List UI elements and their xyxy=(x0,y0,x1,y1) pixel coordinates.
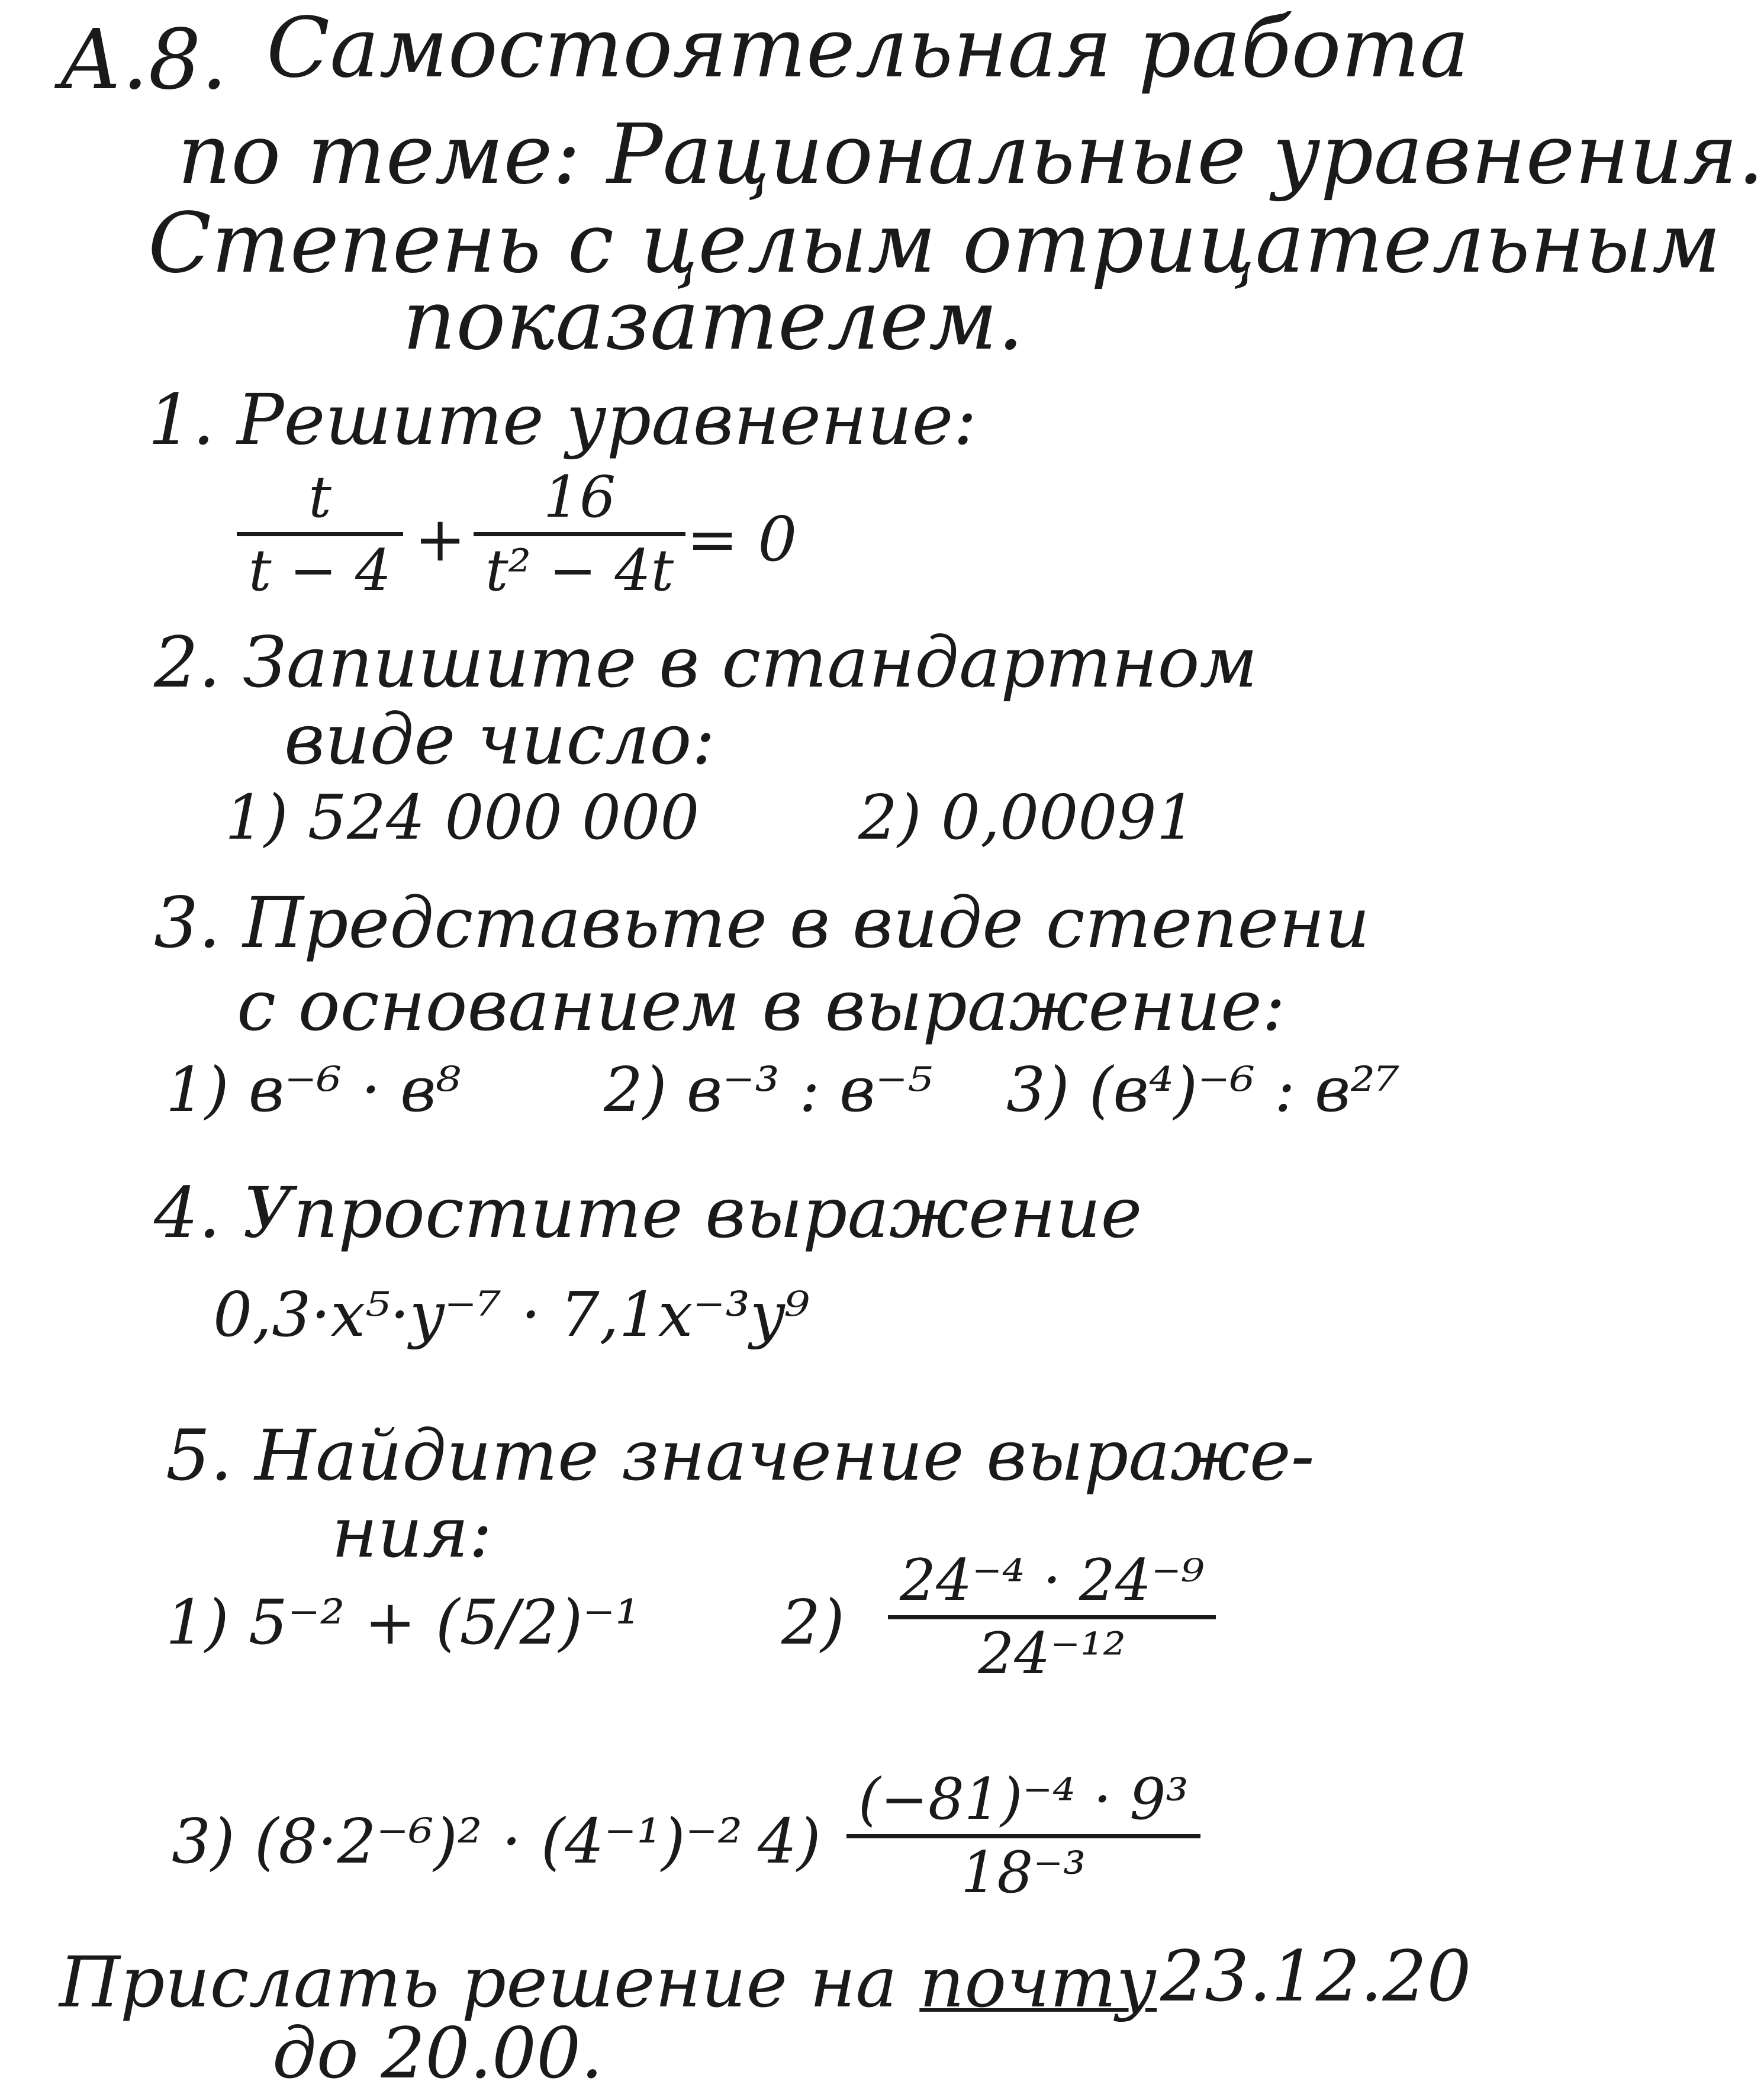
task2-item2: 2) 0,00091 xyxy=(858,781,1196,853)
task1-equals: = 0 xyxy=(687,503,797,575)
task5-prompt-line2: ния: xyxy=(331,1491,492,1573)
task1-plus: + xyxy=(414,503,466,575)
task5-item2-fraction xyxy=(888,1547,1216,1687)
task1-prompt: 1. Решите уравнение: xyxy=(148,379,977,460)
footer-date: 23.12.20 xyxy=(1160,1935,1472,2017)
task2-prompt-line2: виде число: xyxy=(284,698,716,780)
footer-instruction-text: Прислать решение на xyxy=(59,1941,897,2023)
task1-frac2-numerator: 16 xyxy=(543,464,616,530)
task5-item2-numerator: 24⁻⁴ · 24⁻⁹ xyxy=(900,1547,1205,1613)
worksheet-title: Самостоятельная работа xyxy=(266,0,1469,96)
fraction-bar xyxy=(474,532,685,536)
task3-item1: 1) в⁻⁶ · в⁸ xyxy=(166,1054,461,1126)
task2-prompt-line1: 2. Запишите в стандартном xyxy=(154,621,1258,703)
task5-item3: 3) (8·2⁻⁶)² · (4⁻¹)⁻² xyxy=(172,1805,743,1877)
worksheet-topic-line2: Степень с целым отрицательным xyxy=(148,195,1721,292)
task5-item4-fraction xyxy=(846,1766,1200,1906)
worksheet-topic-line3: показателем. xyxy=(403,272,1024,369)
task3-prompt-line1: 3. Представьте в виде степени xyxy=(154,882,1370,964)
task1-fraction-2 xyxy=(474,464,685,604)
task4-expression: 0,3·x⁵·y⁻⁷ · 7,1x⁻³y⁹ xyxy=(213,1278,810,1351)
task5-prompt-line1: 5. Найдите значение выраже- xyxy=(166,1415,1315,1496)
task1-frac1-denominator: t − 4 xyxy=(249,537,392,604)
fraction-bar xyxy=(846,1834,1200,1838)
task5-item4-label: 4) xyxy=(758,1805,821,1877)
task3-item2: 2) в⁻³ : в⁻⁵ xyxy=(604,1054,933,1126)
task1-frac1-numerator: t xyxy=(308,464,331,530)
footer-instruction xyxy=(59,1941,1157,2023)
worksheet-label: А.8. xyxy=(59,12,228,108)
task2-item1: 1) 524 000 000 xyxy=(225,781,700,853)
task5-item2-label: 2) xyxy=(781,1586,845,1658)
task4-prompt: 4. Упростите выражение xyxy=(154,1172,1142,1254)
task1-frac2-denominator: t² − 4t xyxy=(485,537,674,604)
task3-item3: 3) (в⁴)⁻⁶ : в²⁷ xyxy=(1006,1054,1400,1126)
task5-item4-numerator: (−81)⁻⁴ · 9³ xyxy=(858,1766,1189,1832)
task5-item2-denominator: 24⁻¹² xyxy=(978,1620,1126,1687)
task1-fraction-1 xyxy=(237,464,403,604)
task5-item4-denominator: 18⁻³ xyxy=(961,1839,1086,1906)
fraction-bar xyxy=(237,532,403,536)
task5-item1: 1) 5⁻² + (5/2)⁻¹ xyxy=(166,1586,640,1658)
footer-email-word: почту xyxy=(919,1941,1157,2023)
worksheet-topic-line1: по теме: Рациональные уравнения. xyxy=(178,107,1764,203)
fraction-bar xyxy=(888,1615,1216,1619)
task3-prompt-line2: с основанием в выражение: xyxy=(237,965,1286,1046)
footer-deadline: до 20.00. xyxy=(272,2012,603,2094)
